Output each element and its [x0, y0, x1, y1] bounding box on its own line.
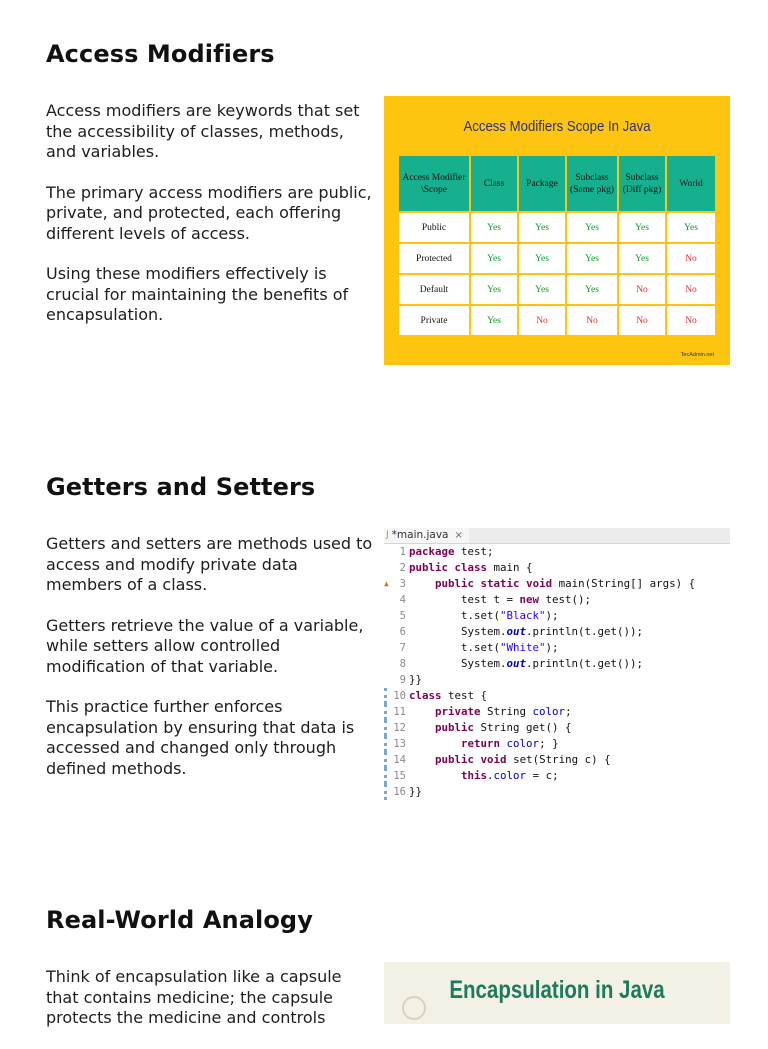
- line-number: 9: [399, 674, 406, 686]
- scope-cell: No: [666, 305, 716, 336]
- scope-cell: Yes: [470, 243, 518, 274]
- access-modifiers-scope-image: [384, 96, 730, 365]
- scope-cell: Yes: [618, 212, 666, 243]
- line-number: 2: [399, 562, 406, 574]
- scope-table-body: [398, 212, 716, 336]
- code-line: [384, 592, 730, 608]
- code-line: [384, 672, 730, 688]
- java-file-icon: J: [386, 530, 389, 540]
- paragraph: This practice further enforces encapsulation by ensuring that data is accessed and changed only through defined methods.: [46, 697, 355, 778]
- section-heading: Getters and Setters: [46, 473, 316, 501]
- code-line: [384, 608, 730, 624]
- code-text: System.out.println(t.get());: [409, 625, 644, 638]
- scope-cell: Yes: [518, 243, 566, 274]
- line-number: 7: [399, 642, 406, 654]
- scope-table-header-row: [398, 155, 716, 212]
- scope-cell: Yes: [566, 274, 618, 305]
- scope-table-row: [398, 243, 716, 274]
- code-line: [384, 624, 730, 640]
- scope-cell: Yes: [566, 243, 618, 274]
- scope-table-row: [398, 305, 716, 336]
- scope-table-header: World: [666, 155, 716, 212]
- code-text: package test;: [409, 545, 494, 558]
- line-number: 4: [399, 594, 406, 606]
- section-heading: Access Modifiers: [46, 40, 275, 68]
- scope-cell: No: [666, 274, 716, 305]
- line-number: 8: [399, 658, 406, 670]
- scope-row-label: Public: [398, 212, 470, 243]
- scope-row-label: Protected: [398, 243, 470, 274]
- scope-cell: No: [518, 305, 566, 336]
- line-number: 11: [384, 704, 406, 720]
- code-line: [384, 544, 730, 560]
- code-text: private String color;: [435, 705, 572, 718]
- code-line: [384, 704, 730, 720]
- scope-cell: No: [566, 305, 618, 336]
- line-number: 6: [399, 626, 406, 638]
- section-body: [46, 967, 376, 1049]
- scope-table-row: [398, 274, 716, 305]
- scope-cell: Yes: [470, 212, 518, 243]
- paragraph: Getters retrieve the value of a variable, while setters allow controlled modification of that variable.: [46, 615, 364, 676]
- code-line: [384, 640, 730, 656]
- scope-row-label: Default: [398, 274, 470, 305]
- editor-tab: [384, 528, 469, 543]
- line-number: 10: [384, 688, 406, 704]
- banner-title: Encapsulation in Java: [449, 976, 665, 1004]
- paragraph: Think of encapsulation like a capsule that contains medicine; the capsule protects the medicine and controls: [46, 967, 342, 1027]
- scope-row-label: Private: [398, 305, 470, 336]
- editor-tabbar: [384, 528, 730, 544]
- line-number: 12: [384, 720, 406, 736]
- scope-image-title: Access Modifiers Scope In Java: [463, 118, 651, 135]
- close-icon: ×: [454, 530, 463, 541]
- paragraph: Access modifiers are keywords that set the accessibility of classes, methods, and variables.: [46, 101, 360, 161]
- code-line: [384, 768, 730, 784]
- scope-table: [397, 154, 717, 337]
- section-body: [46, 101, 376, 346]
- code-text: return color; }: [461, 737, 559, 750]
- line-number: 16: [384, 784, 406, 800]
- line-number: 15: [384, 768, 406, 784]
- scope-cell: Yes: [518, 274, 566, 305]
- encapsulation-banner-image: [384, 962, 730, 1024]
- code-line: [384, 720, 730, 736]
- code-text: public class main {: [409, 561, 533, 574]
- editor-tab-label: *main.java: [391, 529, 449, 541]
- code-text: public static void main(String[] args) {: [435, 577, 696, 590]
- code-line: [384, 736, 730, 752]
- paragraph: The primary access modifiers are public, private, and protected, each offering different levels of access.: [46, 182, 372, 243]
- paragraph: Using these modifiers effectively is crucial for maintaining the benefits of encapsulation.: [46, 264, 349, 324]
- scope-cell: No: [618, 305, 666, 336]
- code-line: [384, 784, 730, 800]
- scope-table-header: Subclass (Diff pkg): [618, 155, 666, 212]
- scope-image-credit: TecAdmin.net: [680, 352, 714, 358]
- scope-table-header: Subclass (Same pkg): [566, 155, 618, 212]
- code-text: t.set("White");: [409, 641, 559, 654]
- code-text: public void set(String c) {: [435, 753, 611, 766]
- line-number: 14: [384, 752, 406, 768]
- code-editor-screenshot: [384, 528, 730, 800]
- section-body: [46, 534, 376, 799]
- scope-table-header: Class: [470, 155, 518, 212]
- scope-table-header: Package: [518, 155, 566, 212]
- code-text: System.out.println(t.get());: [409, 657, 644, 670]
- line-number: 13: [384, 736, 406, 752]
- scope-cell: Yes: [470, 274, 518, 305]
- scope-cell: Yes: [470, 305, 518, 336]
- code-line: [384, 752, 730, 768]
- code-text: test t = new test();: [409, 593, 592, 606]
- code-text: }}: [409, 673, 423, 686]
- scope-cell: Yes: [518, 212, 566, 243]
- code-text: class test {: [409, 689, 488, 702]
- code-line: [384, 560, 730, 576]
- scope-cell: No: [666, 243, 716, 274]
- scope-cell: Yes: [666, 212, 716, 243]
- scope-cell: No: [618, 274, 666, 305]
- scope-cell: Yes: [566, 212, 618, 243]
- section-heading: Real-World Analogy: [46, 906, 313, 934]
- code-line: [384, 576, 730, 592]
- code-text: public String get() {: [435, 721, 572, 734]
- line-number: 1: [399, 546, 406, 558]
- code-line: [384, 688, 730, 704]
- code-lines: [384, 544, 730, 800]
- scope-table-row: [398, 212, 716, 243]
- code-text: t.set("Black");: [409, 609, 559, 622]
- warning-marker-icon: ▲: [384, 579, 389, 588]
- scope-cell: Yes: [618, 243, 666, 274]
- code-text: }}: [409, 785, 423, 798]
- scope-table-header: Access Modifier \Scope: [398, 155, 470, 212]
- code-line: [384, 656, 730, 672]
- code-text: this.color = c;: [461, 769, 559, 782]
- line-number: 3: [399, 578, 406, 590]
- line-number: 5: [399, 610, 406, 622]
- paragraph: Getters and setters are methods used to access and modify private data members of a class.: [46, 534, 373, 594]
